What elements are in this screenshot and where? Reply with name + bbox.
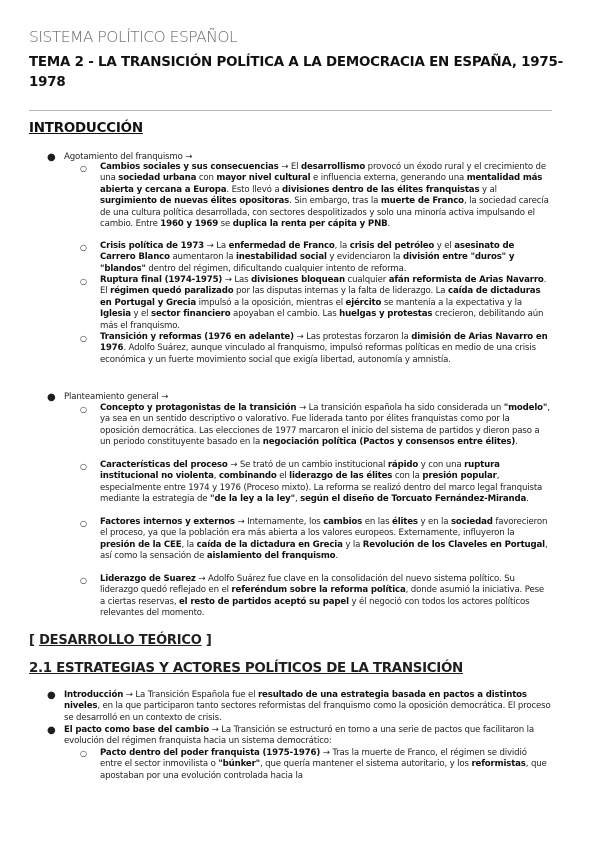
circle-bullet: ○ xyxy=(80,405,87,414)
bullet-dot: ● xyxy=(47,725,56,736)
sub-item-pacto-franquista: Pacto dentro del poder franquista (1975-1976) → Tras la muerte de Franco, el régimen se dividió entre el sector inmovilista o "búnker", que quería mantener el sistema autoritario, y los reformistas, que apostaban por una evolución controlada hacia la xyxy=(100,748,547,781)
circle-bullet: ○ xyxy=(80,277,87,286)
document-title: TEMA 2 - LA TRANSICIÓN POLÍTICA A LA DEMOCRACIA EN ESPAÑA, 1975-1978 xyxy=(29,55,564,90)
desarrollo-heading-text: DESARROLLO TEÓRICO xyxy=(39,633,202,648)
divider xyxy=(29,110,552,111)
bullet-introduccion: Introducción → La Transición Española fue el resultado de una estrategia basada en pactos a distintos niveles, en la que participaron tanto sectores reformistas del franquismo como la oposición democrática. El proceso se desarrolló en un contexto de crisis. xyxy=(64,690,551,723)
circle-bullet: ○ xyxy=(80,576,87,585)
sub-item-crisis-1973: Crisis política de 1973 → La enfermedad de Franco, la crisis del petróleo y el asesinato de Carrero Blanco aumentaron la inestabilidad social y evidenciaron la división entre "duros" y "blandos" dentro del régimen, dificultando cualquier intento de reforma. xyxy=(100,241,515,274)
bullet-dot: ● xyxy=(47,392,56,403)
sub-item-cambios-sociales: Cambios sociales y sus consecuencias → El desarrollismo provocó un éxodo rural y el crecimiento de una sociedad urbana con mayor nivel cultural e influencia externa, generando una mentalidad más abierta y cercana a Europa. Esto llevó a divisiones dentro de las élites franquistas y al surgimiento de nuevas élites opositoras. Sin embargo, tras la muerte de Franco, la sociedad carecía de una cultura política desarrollada, con sectores despolitizados y solo una minoría activa impulsando el cambio. Entre 1960 y 1969 se duplica la renta per cápita y PNB. xyxy=(100,162,549,230)
circle-bullet: ○ xyxy=(80,462,87,471)
bullet-planteamiento: Planteamiento general → xyxy=(64,392,169,402)
bullet-dot: ● xyxy=(47,152,56,163)
bracket-open: [ xyxy=(29,633,40,648)
circle-bullet: ○ xyxy=(80,334,87,343)
sub-item-transicion-reformas: Transición y reformas (1976 en adelante) → Las protestas forzaron la dimisión de Arias Navarro en 1976. Adolfo Suárez, aunque vinculado al franquismo, impulsó reformas políticas en medio de una crisis económica y un fuerte movimiento social que exigía libertad, autonomía y amnistía. xyxy=(100,332,548,365)
circle-bullet: ○ xyxy=(80,519,87,528)
bullet-agotamiento: Agotamiento del franquismo → xyxy=(64,152,193,162)
intro-heading: INTRODUCCIÓN xyxy=(29,121,143,136)
subject-label: SISTEMA POLÍTICO ESPAÑOL xyxy=(29,28,238,46)
bracket-close: ] xyxy=(201,633,212,648)
desarrollo-heading xyxy=(29,633,212,648)
sub-item-concepto: Concepto y protagonistas de la transición → La transición española ha sido considerada un "modelo", ya sea en un sentido descriptivo o valorativo. Fue liderada tanto por élites franquistas como por la oposición democrática. Las elecciones de 1977 marcaron el inicio del sistema de partidos y dieron paso a un periodo constituyente basado en la negociación política (Pactos y consensos entre élites). xyxy=(100,403,550,448)
section-2-1-heading: 2.1 ESTRATEGIAS Y ACTORES POLÍTICOS DE LA TRANSICIÓN xyxy=(29,661,463,676)
circle-bullet: ○ xyxy=(80,164,87,173)
sub-item-factores: Factores internos y externos → Internamente, los cambios en las élites y en la sociedad favorecieron el proceso, ya que la población era más abierta a los valores europeos. Externamente, influyeron la presión de la CEE, la caída de la dictadura en Grecia y la Revolución de los Claveles en Portugal, así como la sensación de aislamiento del franquismo. xyxy=(100,517,548,562)
circle-bullet: ○ xyxy=(80,749,87,758)
bullet-pacto-base: El pacto como base del cambio → La Transición se estructuró en torno a una serie de pactos que facilitaron la evolución del régimen franquista hacia un sistema democrático: xyxy=(64,725,535,747)
sub-item-ruptura-final: Ruptura final (1974-1975) → Las divisiones bloquean cualquier afán reformista de Arias Navarro. El régimen quedó paralizado por las disputas internas y la falta de liderazgo. La caída de dictaduras en Portugal y Grecia impulsó a la oposición, mientras el ejército se mantenía a la expectativa y la Iglesia y el sector financiero apoyaban el cambio. Las huelgas y protestas crecieron, debilitando aún más el franquismo. xyxy=(100,275,547,331)
bullet-dot: ● xyxy=(47,690,56,701)
sub-item-liderazgo-suarez: Liderazgo de Suarez → Adolfo Suárez fue clave en la consolidación del nuevo sistema político. Su liderazgo quedó reflejado en el referéndum sobre la reforma política, donde asumió la iniciativa. Pese a ciertas reservas, el resto de partidos aceptó su papel y él negoció con todos los actores políticos relevantes del momento. xyxy=(100,574,545,619)
circle-bullet: ○ xyxy=(80,243,87,252)
sub-item-caracteristicas: Características del proceso → Se trató de un cambio institucional rápido y con una ruptura institucional no violenta, combinando el liderazgo de las élites con la presión popular, especialmente entre 1974 y 1976 (Proceso mixto). La reforma se realizó dentro del marco legal franquista mediante la estrategia de "de la ley a la ley", según el diseño de Torcuato Fernández-Miranda. xyxy=(100,460,543,505)
